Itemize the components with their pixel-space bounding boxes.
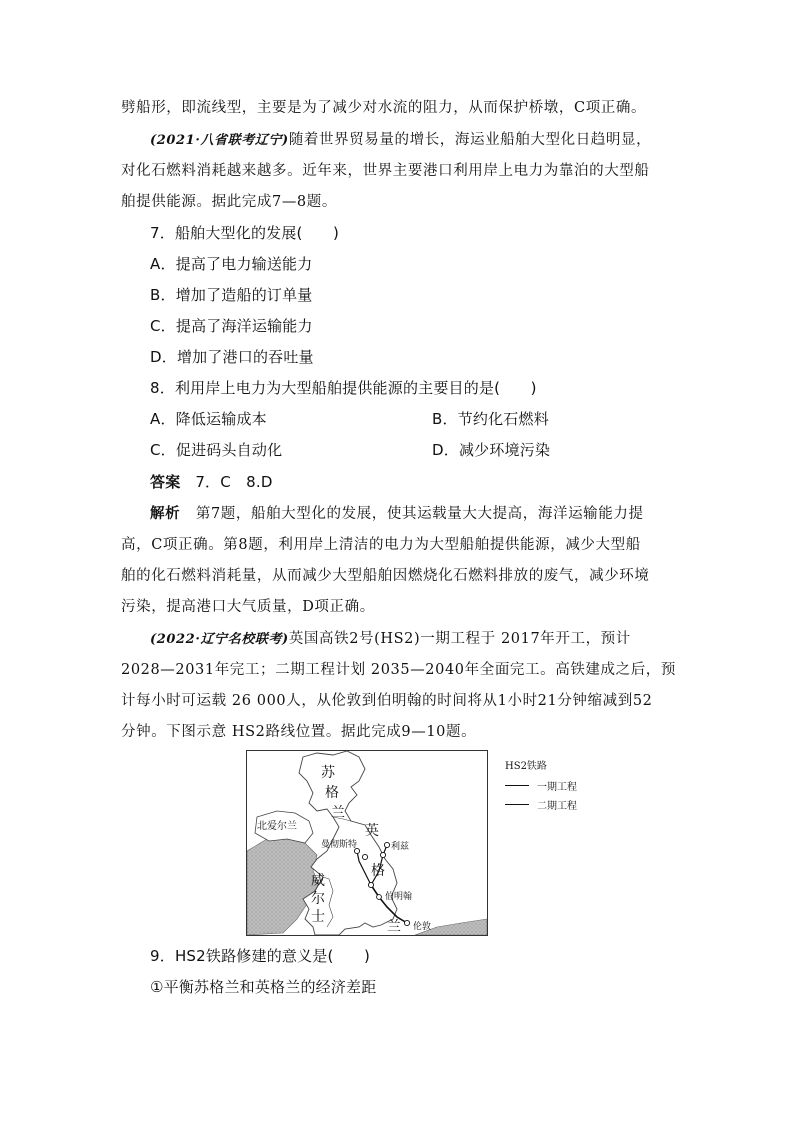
legend-title: HS2铁路: [505, 761, 547, 772]
city-london: 伦敦: [413, 922, 432, 932]
analysis-text: 第7题，船舶大型化的发展，使其运载量大大提高，海洋运输能力提: [195, 506, 644, 522]
legend-line-icon: [505, 785, 529, 786]
label-wales-3: 士: [311, 909, 325, 925]
analysis-line2: 高，C项正确。第8题，利用岸上清洁的电力为大型船舶提供能源，减少大型船: [121, 537, 641, 553]
analysis-line3: 舶的化石燃料消耗量，从而减少大型船舶因燃烧化石燃料排放的废气，减少环境: [121, 568, 650, 584]
legend-line-icon: [505, 804, 529, 805]
answer-line: [150, 471, 273, 492]
station-marker: [384, 842, 389, 847]
intro-paragraph-1: [150, 128, 651, 149]
label-scotland-1: 苏: [321, 765, 335, 781]
label-northern-ireland: 北爱尔兰: [257, 821, 297, 832]
intro-paragraph-1-line2: 对化石燃料消耗越来越多。近年来，世界主要港口利用岸上电力为靠泊的大型船: [121, 163, 650, 179]
question-8-option-b[interactable]: B．节约化石燃料: [432, 410, 549, 428]
paragraph-continuation: 劈船形，即流线型，主要是为了减少对水流的阻力，从而保护桥墩，C项正确。: [121, 100, 647, 116]
analysis-line1: [150, 502, 644, 523]
question-9-item-1[interactable]: ①平衡苏格兰和英格兰的经济差距: [150, 978, 377, 996]
legend-phase1: [505, 778, 577, 793]
label-england-1: 英: [365, 823, 379, 839]
label-scotland-3: 兰: [331, 805, 345, 821]
station-marker: [368, 882, 373, 887]
question-9-stem: 9．HS2铁路修建的意义是( ): [150, 947, 370, 965]
label-scotland-2: 格: [325, 785, 339, 801]
station-marker: [377, 895, 382, 900]
intro-paragraph-2-line4: 分钟。下图示意 HS2路线位置。据此完成9—10题。: [121, 724, 477, 740]
source-tag: (2021·八省联考辽宁): [150, 133, 289, 148]
intro-paragraph-2-line3: 计每小时可运载 26 000人，从伦敦到伯明翰的时间将从1小时21分钟缩减到52: [121, 693, 653, 709]
label-wales-2: 尔: [311, 891, 325, 907]
station-marker: [404, 920, 409, 925]
map-legend: [505, 757, 577, 812]
question-7-option-a[interactable]: A．提高了电力输送能力: [150, 255, 313, 273]
intro2-text: 英国高铁2号(HS2)一期工程于 2017年开工，预计: [288, 631, 631, 647]
question-7-stem: 7．船舶大型化的发展( ): [150, 224, 340, 242]
answer-text: 7．C 8.D: [195, 473, 273, 491]
label-england-3: 兰: [387, 919, 401, 935]
answer-label: 答案: [150, 473, 181, 491]
intro-paragraph-2: [150, 627, 631, 648]
legend-phase2-label: 二期工程: [537, 801, 577, 812]
source-tag-2: (2022·辽宁名校联考): [150, 632, 289, 647]
legend-phase2: [505, 797, 577, 812]
question-8-option-c[interactable]: C．促进码头自动化: [150, 441, 283, 459]
question-7-option-c[interactable]: C．提高了海洋运输能力: [150, 317, 313, 335]
question-8-option-a[interactable]: A．降低运输成本: [150, 410, 267, 428]
uk-map-svg: [247, 751, 487, 935]
label-wales-1: 威: [311, 873, 325, 889]
city-leeds: 利兹: [391, 842, 410, 852]
analysis-line4: 污染，提高港口大气质量，D项正确。: [121, 599, 375, 615]
analysis-label: 解析: [150, 506, 181, 522]
intro-paragraph-2-line2: 2028—2031年完工；二期工程计划 2035—2040年全面完工。高铁建成之后，预: [121, 662, 677, 678]
intro-text: 随着世界贸易量的增长，海运业船舶大型化日趋明显，: [288, 132, 652, 148]
station-marker: [362, 854, 367, 859]
city-birmingham: 伯明翰: [385, 892, 413, 902]
label-england-2: 格: [371, 863, 385, 879]
question-8-option-d[interactable]: D．减少环境污染: [432, 441, 551, 459]
question-8-stem: 8．利用岸上电力为大型船舶提供能源的主要目的是( ): [150, 379, 537, 397]
legend-phase1-label: 一期工程: [537, 782, 577, 793]
hs2-route-map: [246, 750, 488, 936]
city-manchester: 曼彻斯特: [321, 840, 358, 850]
station-marker: [380, 852, 385, 857]
question-7-option-d[interactable]: D．增加了港口的吞吐量: [150, 348, 314, 366]
intro-paragraph-1-line3: 舶提供能源。据此完成7—8题。: [121, 194, 337, 210]
question-7-option-b[interactable]: B．增加了造船的订单量: [150, 286, 313, 304]
